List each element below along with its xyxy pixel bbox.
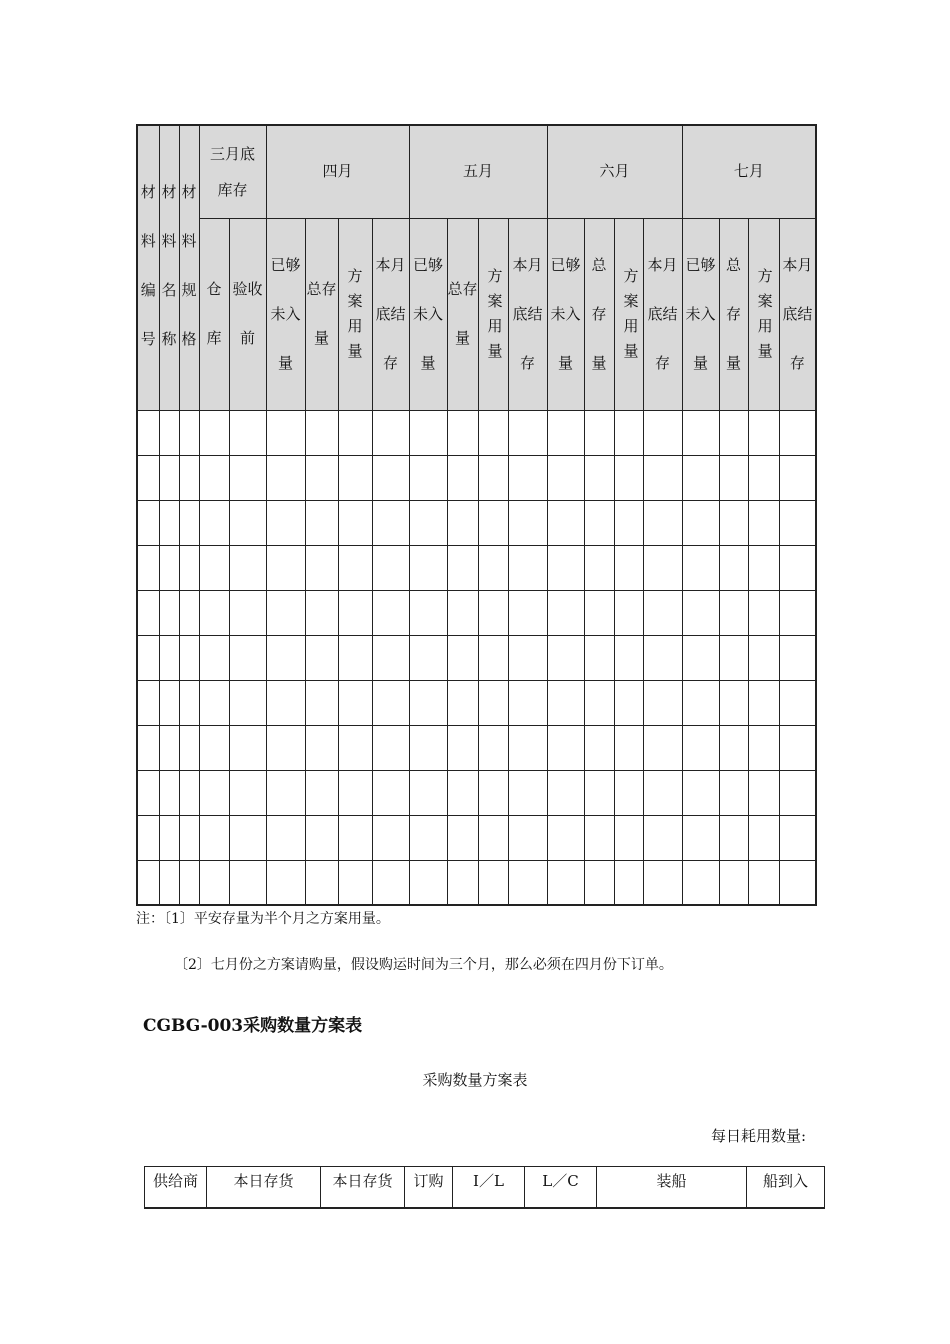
table-cell[interactable] — [199, 860, 229, 905]
table-cell[interactable] — [748, 500, 779, 545]
table-cell[interactable] — [137, 590, 159, 635]
table-cell[interactable] — [159, 725, 179, 770]
table-cell[interactable] — [199, 500, 229, 545]
table-cell[interactable] — [199, 770, 229, 815]
table-cell[interactable] — [159, 590, 179, 635]
table-cell[interactable] — [338, 725, 372, 770]
table-cell[interactable] — [508, 545, 547, 590]
table-cell[interactable] — [179, 770, 199, 815]
table-cell[interactable] — [338, 860, 372, 905]
header-material-spec: 材料规格 — [179, 125, 199, 410]
header-month-0-sub-2: 方案用量 — [338, 218, 372, 410]
table-cell[interactable] — [478, 770, 508, 815]
header-month-3-sub-2: 方案用量 — [748, 218, 779, 410]
table-cell[interactable] — [409, 635, 447, 680]
table-cell[interactable] — [447, 815, 478, 860]
table-cell[interactable] — [159, 410, 179, 455]
table-cell[interactable] — [338, 500, 372, 545]
table-cell[interactable] — [305, 500, 338, 545]
header-march-stock: 三月底库存 — [199, 125, 266, 218]
table-cell[interactable] — [305, 455, 338, 500]
table-cell[interactable] — [447, 455, 478, 500]
table-cell[interactable] — [338, 770, 372, 815]
table-cell[interactable] — [409, 455, 447, 500]
table-cell[interactable] — [409, 680, 447, 725]
table-cell[interactable] — [137, 725, 159, 770]
table-cell[interactable] — [682, 500, 719, 545]
table-cell[interactable] — [719, 410, 748, 455]
table-cell[interactable] — [199, 680, 229, 725]
table-cell[interactable] — [199, 455, 229, 500]
table-cell[interactable] — [159, 860, 179, 905]
table-cell[interactable] — [199, 815, 229, 860]
plan-header-stock-today: 本日存货 — [207, 1167, 321, 1209]
header-material-number: 材料编号 — [137, 125, 159, 410]
table-cell[interactable] — [779, 680, 816, 725]
table-cell[interactable] — [719, 545, 748, 590]
table-cell[interactable] — [372, 815, 409, 860]
table-cell[interactable] — [614, 680, 643, 725]
table-cell[interactable] — [614, 635, 643, 680]
table-cell[interactable] — [372, 635, 409, 680]
table-cell[interactable] — [682, 860, 719, 905]
header-month-0-sub-3: 本月底结存 — [372, 218, 409, 410]
plan-header-lc: L／C — [525, 1167, 597, 1209]
table-cell[interactable] — [179, 860, 199, 905]
table-cell[interactable] — [584, 815, 614, 860]
table-cell[interactable] — [159, 545, 179, 590]
table-cell[interactable] — [338, 410, 372, 455]
table-cell[interactable] — [179, 815, 199, 860]
table-cell[interactable] — [338, 815, 372, 860]
table-cell[interactable] — [372, 590, 409, 635]
table-cell[interactable] — [447, 680, 478, 725]
table-cell[interactable] — [478, 545, 508, 590]
table-cell[interactable] — [478, 590, 508, 635]
table-cell[interactable] — [305, 635, 338, 680]
table-cell[interactable] — [584, 545, 614, 590]
table-cell[interactable] — [682, 770, 719, 815]
table-row — [137, 860, 816, 905]
table-cell[interactable] — [614, 860, 643, 905]
table-cell[interactable] — [682, 590, 719, 635]
section-title: CGBG-003采购数量方案表 — [143, 1016, 363, 1036]
table-cell[interactable] — [643, 590, 682, 635]
table-cell[interactable] — [229, 680, 266, 725]
table-cell[interactable] — [508, 680, 547, 725]
table-row — [137, 815, 816, 860]
table-cell[interactable] — [614, 815, 643, 860]
table-cell[interactable] — [229, 815, 266, 860]
table-cell[interactable] — [682, 635, 719, 680]
table-row — [137, 410, 816, 455]
table-cell[interactable] — [266, 500, 305, 545]
header-month-3-sub-1: 总存量 — [719, 218, 748, 410]
table-cell[interactable] — [409, 545, 447, 590]
header-month-3-sub-0: 已够未入量 — [682, 218, 719, 410]
table-cell[interactable] — [409, 725, 447, 770]
table-cell[interactable] — [719, 680, 748, 725]
plan-header-supplier: 供给商 — [145, 1167, 207, 1209]
table-cell[interactable] — [229, 590, 266, 635]
table-cell[interactable] — [409, 770, 447, 815]
header-month-1-sub-2: 方案用量 — [478, 218, 508, 410]
header-month-1-sub-1: 总存量 — [447, 218, 478, 410]
table-cell[interactable] — [547, 590, 584, 635]
table-cell[interactable] — [779, 410, 816, 455]
table-cell[interactable] — [266, 590, 305, 635]
table-cell[interactable] — [508, 770, 547, 815]
plan-header-stock-today-2: 本日存货 — [321, 1167, 405, 1209]
table-cell[interactable] — [199, 545, 229, 590]
table-cell[interactable] — [338, 590, 372, 635]
table-cell[interactable] — [372, 680, 409, 725]
header-material-name: 材料名称 — [159, 125, 179, 410]
table-cell[interactable] — [159, 635, 179, 680]
table-cell[interactable] — [547, 680, 584, 725]
table-cell[interactable] — [159, 680, 179, 725]
table-cell[interactable] — [643, 815, 682, 860]
table-cell[interactable] — [409, 410, 447, 455]
table-cell[interactable] — [547, 815, 584, 860]
table-cell[interactable] — [643, 680, 682, 725]
table-cell[interactable] — [199, 410, 229, 455]
table-cell[interactable] — [372, 725, 409, 770]
table-cell[interactable] — [372, 500, 409, 545]
table-cell[interactable] — [614, 410, 643, 455]
table-cell[interactable] — [137, 815, 159, 860]
table-cell[interactable] — [584, 500, 614, 545]
table-cell[interactable] — [447, 635, 478, 680]
table-cell[interactable] — [137, 680, 159, 725]
table-cell[interactable] — [266, 455, 305, 500]
table-cell[interactable] — [447, 500, 478, 545]
table-cell[interactable] — [179, 635, 199, 680]
table-cell[interactable] — [137, 455, 159, 500]
table-cell[interactable] — [338, 455, 372, 500]
header-month-3-sub-3: 本月底结存 — [779, 218, 816, 410]
table-cell[interactable] — [682, 410, 719, 455]
table-cell[interactable] — [614, 725, 643, 770]
table-cell[interactable] — [159, 455, 179, 500]
table-cell[interactable] — [447, 860, 478, 905]
table-cell[interactable] — [584, 455, 614, 500]
table-cell[interactable] — [779, 770, 816, 815]
table-cell[interactable] — [372, 455, 409, 500]
table-cell[interactable] — [547, 770, 584, 815]
table-cell[interactable] — [779, 815, 816, 860]
table-cell[interactable] — [199, 635, 229, 680]
table-cell[interactable] — [137, 500, 159, 545]
table-cell[interactable] — [266, 410, 305, 455]
table-cell[interactable] — [547, 545, 584, 590]
table-cell[interactable] — [547, 860, 584, 905]
header-warehouse: 仓库 — [199, 218, 229, 410]
table-cell[interactable] — [179, 500, 199, 545]
table-cell[interactable] — [614, 545, 643, 590]
table-cell[interactable] — [508, 410, 547, 455]
table-cell[interactable] — [779, 455, 816, 500]
table-cell[interactable] — [478, 815, 508, 860]
table-cell[interactable] — [305, 770, 338, 815]
table-cell[interactable] — [229, 770, 266, 815]
table-cell[interactable] — [478, 500, 508, 545]
plan-header-arrival: 船到入 — [747, 1167, 825, 1209]
table-cell[interactable] — [478, 680, 508, 725]
table-cell[interactable] — [447, 545, 478, 590]
table-cell[interactable] — [643, 410, 682, 455]
table-cell[interactable] — [478, 725, 508, 770]
table-cell[interactable] — [719, 815, 748, 860]
table-cell[interactable] — [179, 455, 199, 500]
plan-header-il: I／L — [453, 1167, 525, 1209]
table-cell[interactable] — [748, 590, 779, 635]
table-cell[interactable] — [779, 500, 816, 545]
table-cell[interactable] — [643, 545, 682, 590]
table-cell[interactable] — [643, 455, 682, 500]
table-cell[interactable] — [159, 770, 179, 815]
table-cell[interactable] — [508, 590, 547, 635]
table-cell[interactable] — [748, 545, 779, 590]
table-cell[interactable] — [547, 725, 584, 770]
header-before-acceptance: 验收前 — [229, 218, 266, 410]
daily-usage-label: 每日耗用数量: — [710, 1127, 806, 1145]
table-cell[interactable] — [305, 545, 338, 590]
table-row — [137, 545, 816, 590]
table-cell[interactable] — [338, 680, 372, 725]
table-cell[interactable] — [372, 860, 409, 905]
table-row — [137, 725, 816, 770]
table-cell[interactable] — [409, 500, 447, 545]
table-cell[interactable] — [719, 725, 748, 770]
header-month-2-sub-1: 总存量 — [584, 218, 614, 410]
table-cell[interactable] — [338, 635, 372, 680]
table-cell[interactable] — [447, 770, 478, 815]
table-cell[interactable] — [779, 590, 816, 635]
header-month-june: 六月 — [547, 125, 682, 218]
table-cell[interactable] — [179, 545, 199, 590]
table-cell[interactable] — [643, 725, 682, 770]
table-cell[interactable] — [643, 860, 682, 905]
table-cell[interactable] — [266, 635, 305, 680]
note-2: 〔2〕七月份之方案请购量，假设购运时间为三个月，那么必须在四月份下订单。 — [174, 957, 673, 973]
plan-header-shipping: 装船 — [597, 1167, 747, 1209]
inventory-plan-table — [136, 124, 817, 906]
table-cell[interactable] — [779, 860, 816, 905]
purchase-plan-table — [144, 1166, 825, 1209]
table-cell[interactable] — [447, 590, 478, 635]
table-cell[interactable] — [508, 725, 547, 770]
table-row — [137, 590, 816, 635]
table-cell[interactable] — [584, 590, 614, 635]
table-cell[interactable] — [478, 410, 508, 455]
table-cell[interactable] — [719, 860, 748, 905]
table-cell[interactable] — [179, 680, 199, 725]
table-cell[interactable] — [137, 635, 159, 680]
table-cell[interactable] — [229, 500, 266, 545]
table-cell[interactable] — [748, 635, 779, 680]
table-cell[interactable] — [179, 725, 199, 770]
header-month-april: 四月 — [266, 125, 409, 218]
table-cell[interactable] — [409, 815, 447, 860]
table-cell[interactable] — [447, 725, 478, 770]
table-cell[interactable] — [266, 545, 305, 590]
table-cell[interactable] — [748, 410, 779, 455]
table-cell[interactable] — [447, 410, 478, 455]
table-cell[interactable] — [614, 455, 643, 500]
table-cell[interactable] — [748, 770, 779, 815]
table-cell[interactable] — [682, 545, 719, 590]
plan-header-order: 订购 — [405, 1167, 453, 1209]
table-cell[interactable] — [508, 455, 547, 500]
table-cell[interactable] — [584, 635, 614, 680]
table-cell[interactable] — [508, 860, 547, 905]
table-cell[interactable] — [137, 860, 159, 905]
table-cell[interactable] — [614, 590, 643, 635]
header-month-0-sub-1: 总存量 — [305, 218, 338, 410]
table-cell[interactable] — [547, 635, 584, 680]
header-month-0-sub-0: 已够未入量 — [266, 218, 305, 410]
header-month-2-sub-2: 方案用量 — [614, 218, 643, 410]
table-cell[interactable] — [372, 770, 409, 815]
table-cell[interactable] — [614, 770, 643, 815]
note-1: 注：〔1〕平安存量为半个月之方案用量。 — [136, 911, 390, 927]
table-cell[interactable] — [719, 500, 748, 545]
table-row — [137, 770, 816, 815]
table-row — [137, 680, 816, 725]
table-cell[interactable] — [584, 680, 614, 725]
table-cell[interactable] — [547, 455, 584, 500]
table-cell[interactable] — [229, 860, 266, 905]
table-cell[interactable] — [266, 680, 305, 725]
table-cell[interactable] — [179, 590, 199, 635]
table-cell[interactable] — [508, 815, 547, 860]
table-cell[interactable] — [584, 410, 614, 455]
table-cell[interactable] — [779, 635, 816, 680]
table-cell[interactable] — [305, 410, 338, 455]
table-cell[interactable] — [229, 725, 266, 770]
table-cell[interactable] — [584, 770, 614, 815]
table-cell[interactable] — [643, 635, 682, 680]
header-month-1-sub-3: 本月底结存 — [508, 218, 547, 410]
table-cell[interactable] — [266, 815, 305, 860]
table-cell[interactable] — [372, 410, 409, 455]
header-month-may: 五月 — [409, 125, 547, 218]
table-cell[interactable] — [229, 410, 266, 455]
table-cell[interactable] — [137, 770, 159, 815]
table-cell[interactable] — [409, 590, 447, 635]
table-cell[interactable] — [159, 815, 179, 860]
header-month-2-sub-3: 本月底结存 — [643, 218, 682, 410]
table-cell[interactable] — [779, 545, 816, 590]
table-cell[interactable] — [584, 725, 614, 770]
table-cell[interactable] — [508, 635, 547, 680]
table-cell[interactable] — [779, 725, 816, 770]
table-cell[interactable] — [584, 860, 614, 905]
table-cell[interactable] — [266, 725, 305, 770]
table-cell[interactable] — [478, 455, 508, 500]
table-row — [137, 500, 816, 545]
table-cell[interactable] — [478, 635, 508, 680]
table-cell[interactable] — [682, 455, 719, 500]
table-cell[interactable] — [305, 590, 338, 635]
table-cell[interactable] — [199, 725, 229, 770]
table-cell[interactable] — [682, 680, 719, 725]
table-cell[interactable] — [508, 500, 547, 545]
table-cell[interactable] — [137, 545, 159, 590]
table-cell[interactable] — [229, 545, 266, 590]
table-cell[interactable] — [372, 545, 409, 590]
table-cell[interactable] — [719, 635, 748, 680]
table-cell[interactable] — [748, 680, 779, 725]
table-cell[interactable] — [682, 725, 719, 770]
table-cell[interactable] — [547, 500, 584, 545]
table-cell[interactable] — [643, 500, 682, 545]
table-cell[interactable] — [614, 500, 643, 545]
table-cell[interactable] — [159, 500, 179, 545]
table-cell[interactable] — [643, 770, 682, 815]
header-month-july: 七月 — [682, 125, 816, 218]
table-cell[interactable] — [305, 860, 338, 905]
table-cell[interactable] — [266, 770, 305, 815]
table-cell[interactable] — [409, 860, 447, 905]
table-cell[interactable] — [478, 860, 508, 905]
table-cell[interactable] — [179, 410, 199, 455]
table-cell[interactable] — [682, 815, 719, 860]
table-cell[interactable] — [719, 590, 748, 635]
table-cell[interactable] — [305, 680, 338, 725]
table-row — [137, 455, 816, 500]
table-cell[interactable] — [547, 410, 584, 455]
header-month-1-sub-0: 已够未入量 — [409, 218, 447, 410]
table-cell[interactable] — [229, 635, 266, 680]
table-row — [137, 635, 816, 680]
table-cell[interactable] — [266, 860, 305, 905]
table-cell[interactable] — [748, 860, 779, 905]
header-month-2-sub-0: 已够未入量 — [547, 218, 584, 410]
table-cell[interactable] — [338, 545, 372, 590]
table-cell[interactable] — [229, 455, 266, 500]
table-cell[interactable] — [305, 725, 338, 770]
table-cell[interactable] — [719, 455, 748, 500]
table-cell[interactable] — [199, 590, 229, 635]
table-cell[interactable] — [137, 410, 159, 455]
table-cell[interactable] — [719, 770, 748, 815]
form-title: 采购数量方案表 — [422, 1071, 528, 1089]
table-cell[interactable] — [748, 725, 779, 770]
table-cell[interactable] — [305, 815, 338, 860]
table-cell[interactable] — [748, 455, 779, 500]
table-cell[interactable] — [748, 815, 779, 860]
